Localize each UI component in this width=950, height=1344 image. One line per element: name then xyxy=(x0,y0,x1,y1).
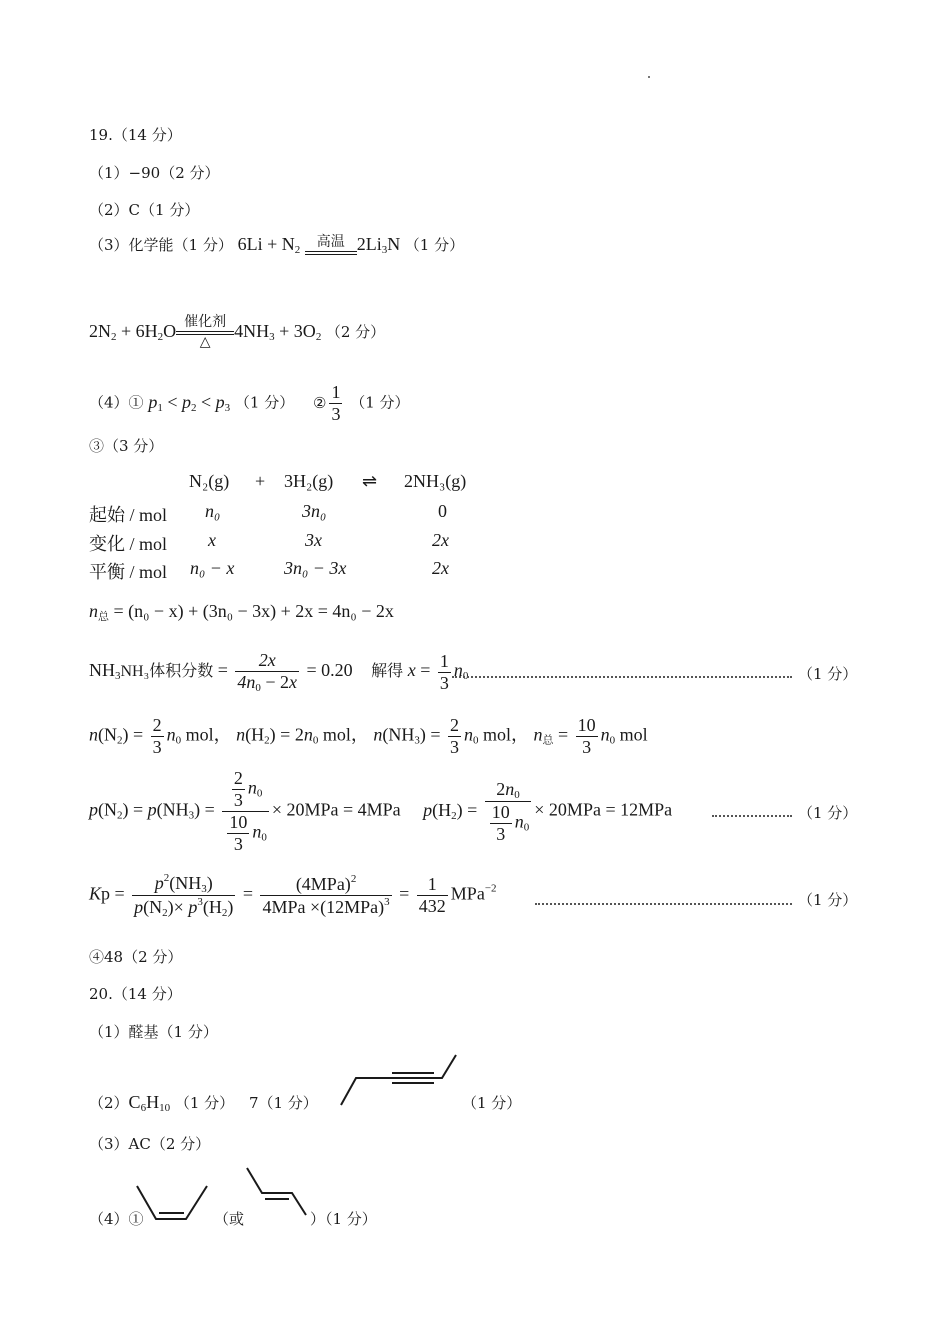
li-n2-equation: $6Li + N_2$ 高温 $2Li_3N$ xyxy=(237,234,401,256)
ammonia-synthesis-equation: $2N_2 + 6H_2O$ 催化剂 △ $4NH_3 + 3O_2$ （2 分） xyxy=(89,315,386,350)
catalyst-condition: 催化剂 △ xyxy=(176,315,234,351)
equilibrium-moles-line: $n(N_2)$ = $\frac{2}{3}$ $n_0$ mol， $n(H_2) = 2n_0$ mol， $n(NH_3)$ = $\frac{2}{3}$ $n_0$ mol， $n_总$ = $\frac{10}{3}$ $n_0$ mol xyxy=(89,715,648,757)
q19-part4-line: （4）① $p_1 < p_2 < p_3$ （1 分） ② $\frac{1}{3}$ （1 分） xyxy=(89,382,410,424)
table-head-n2: N₂(g) xyxy=(189,471,230,491)
row-equilibrium: 平衡 / mol xyxy=(89,562,168,582)
q20-part4-or: （或 xyxy=(214,1210,245,1228)
table-head-h2: 3H₂(g) xyxy=(284,471,334,491)
table-head-nh3: 2NH₃(g) xyxy=(404,471,467,491)
leader-dots xyxy=(712,815,792,817)
q19-part2: （2）C（1 分） xyxy=(89,201,200,219)
volume-fraction-equation: $NH_3NH_3$体积分数 = $\frac{2x}{4n_0 - 2x}$ = 0.20 解得 x = $\frac{1}{3}$ $n_0$ xyxy=(89,650,469,694)
high-temp-condition: 高温 xyxy=(305,235,357,255)
kp-equation: Kp = $\frac{p^2(NH_3)}{p(N_2)\times p^3(H_2)}$ = $\frac{(4MPa)^2}{4MPa \times(12MPa)^3}$ = $\frac{1}{432}$ MPa$^{-2}$ xyxy=(89,872,497,919)
q19-part4-4: ④48（2 分） xyxy=(89,948,183,966)
q20-header: 20.（14 分） xyxy=(89,985,182,1003)
partial-pressure-line: $p(N_2) = p(NH_3)$ = $\frac{2}{3}$ $n_0$ $\frac{10}{3}$ $n_0$ × 20MPa = 4MPa $p(H_2)$ = $2n_0$ $\frac{10}{3}$ $n_0$ × 20MPa = 12MPa xyxy=(89,768,673,854)
q19-part4-3: ③（3 分） xyxy=(89,437,164,455)
q19-part3-label: （3）化学能（1 分） xyxy=(89,236,233,254)
q20-part2-line: $(2)C_6H_{10}$ （1 分） 7（1 分） xyxy=(89,1092,318,1114)
q20-part3: （3）AC（2 分） xyxy=(89,1135,211,1153)
row-initial: 起始 / mol xyxy=(89,505,168,525)
cis-alkene-skeletal-structure xyxy=(134,1183,210,1223)
hexyne-skeletal-structure xyxy=(338,1052,460,1108)
q20-part4-label: （4）① xyxy=(89,1210,144,1228)
q19-header: 19.（14 分） xyxy=(89,126,182,144)
q19-part3-score: （1 分） xyxy=(404,236,465,254)
one-third-fraction: $\frac{1}{3}$ xyxy=(331,382,341,424)
stray-dot xyxy=(648,76,650,78)
q19-part3-line xyxy=(89,234,464,256)
table-head-arrow: ⇌ xyxy=(362,471,378,491)
total-moles-equation: $n_总 = (n_0 - x) + (3n_0 - 3x) + 2x = 4n_0 - 2x$ xyxy=(89,601,394,623)
leader-dots xyxy=(535,903,792,905)
q19-part1: （1）−90（2 分） xyxy=(89,164,220,182)
table-head-plus: + xyxy=(255,471,266,491)
q20-part1: （1）醛基（1 分） xyxy=(89,1023,218,1041)
leader-dots xyxy=(452,676,792,678)
row-change: 变化 / mol xyxy=(89,534,168,554)
trans-alkene-skeletal-structure xyxy=(244,1165,310,1223)
